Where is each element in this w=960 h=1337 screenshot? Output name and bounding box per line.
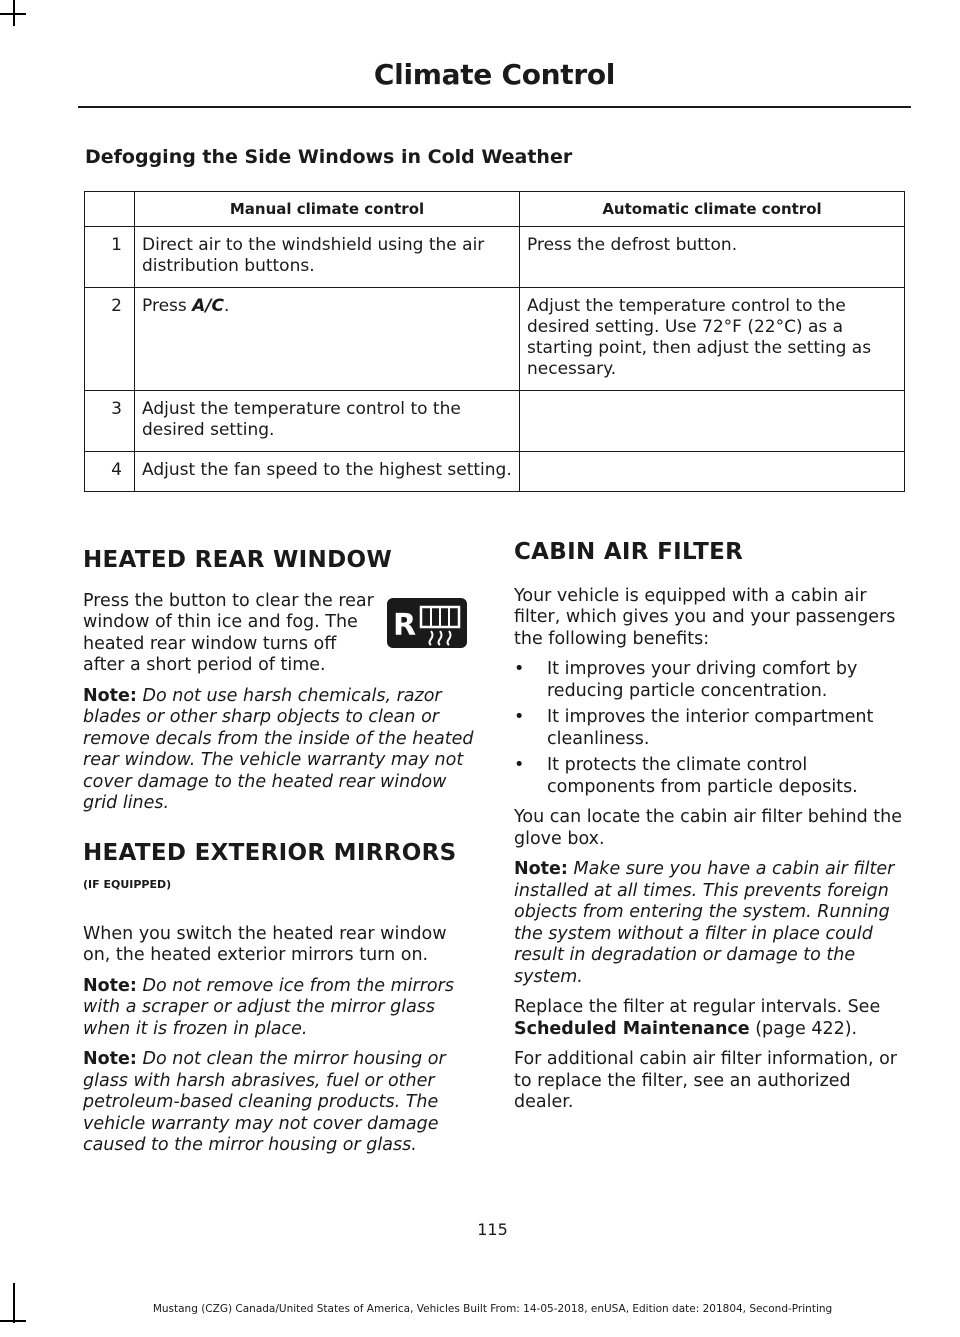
left-column — [83, 542, 475, 1166]
note-text: Make sure you have a cabin air filter installed at all times. This prevents foreign objects from entering the system. Running the system without a filter in place could result in degradation or damage to the system. — [514, 859, 895, 987]
section-title-defog: Defogging the Side Windows in Cold Weather — [85, 146, 573, 168]
step-number: 4 — [85, 452, 135, 492]
replace-text: Replace the filter at regular intervals. See — [514, 997, 881, 1017]
column-header — [85, 192, 135, 227]
automatic-step: Adjust the temperature control to the desired setting. Use 72°F (22°C) as a starting point, then adjust the setting as necessary. — [520, 288, 905, 391]
list-item-text: It improves the interior compartment cleanliness. — [547, 707, 874, 749]
manual-step: Direct air to the windshield using the air distribution buttons. — [135, 227, 520, 288]
table-row — [85, 288, 905, 391]
list-item-text: It protects the climate control components from particle deposits. — [547, 755, 858, 797]
column-header-manual: Manual climate control — [135, 192, 520, 227]
page-footer: Mustang (CZG) Canada/United States of America, Vehicles Built From: 14-05-2018, enUSA, Edition date: 201804, Second-Printing — [152, 1303, 833, 1315]
cabin-filter-locate: You can locate the cabin air filter behind the glove box. — [514, 807, 903, 849]
page-reference: (page 422). — [749, 1018, 858, 1039]
note-text: Do not use harsh chemicals, razor blades or other sharp objects to clean or remove decals from the inside of the heated rear window. The vehicle warranty may not cover damage to the heated rear window grid lines. — [83, 685, 474, 813]
cabin-filter-dealer: For additional cabin air filter information, or to replace the filter, see an authorized dealer. — [514, 1049, 897, 1112]
table-row — [85, 227, 905, 288]
note-label: Note: — [83, 685, 137, 706]
page-header — [78, 58, 911, 91]
automatic-step: Press the defrost button. — [520, 227, 905, 288]
crop-mark — [0, 13, 26, 15]
column-header-automatic: Automatic climate control — [520, 192, 905, 227]
ac-button-label: A/C — [192, 296, 224, 316]
section-title-cabin-air-filter: CABIN AIR FILTER — [514, 539, 744, 565]
step-number: 3 — [85, 391, 135, 452]
bullet-icon: • — [514, 659, 525, 679]
cabin-filter-replace — [514, 997, 909, 1040]
list-item — [514, 707, 909, 750]
bullet-icon: • — [514, 755, 525, 775]
page-title: Climate Control — [373, 58, 616, 91]
note-label: Note: — [83, 975, 137, 996]
crop-mark — [0, 1320, 26, 1322]
heated-mirrors-note-1 — [83, 976, 475, 1041]
heated-mirrors-note-2 — [83, 1049, 475, 1157]
cabin-filter-note — [514, 859, 909, 988]
manual-step: Adjust the temperature control to the desired setting. — [135, 391, 520, 452]
defog-table — [84, 191, 905, 492]
table-header-row — [85, 192, 905, 227]
header-divider — [78, 106, 911, 108]
heated-mirrors-body: When you switch the heated rear window on, the heated exterior mirrors turn on. — [83, 923, 447, 965]
table-row — [85, 391, 905, 452]
section-title-heated-rear-window: HEATED REAR WINDOW — [83, 547, 393, 573]
benefits-list — [514, 659, 909, 798]
note-text: Do not remove ice from the mirrors with a scraper or adjust the mirror glass when it is frozen in place. — [83, 975, 454, 1039]
manual-step — [135, 288, 520, 391]
manual-step-prefix: Press — [142, 296, 193, 316]
step-number: 1 — [85, 227, 135, 288]
heated-rear-window-note — [83, 686, 475, 815]
section-title-heated-mirrors: HEATED EXTERIOR MIRRORS — [83, 839, 457, 866]
if-equipped-label: (IF EQUIPPED) — [83, 878, 172, 891]
cabin-filter-intro: Your vehicle is equipped with a cabin air filter, which gives you and your passengers the following benefits: — [514, 585, 896, 649]
automatic-step — [520, 452, 905, 492]
bullet-icon: • — [514, 707, 525, 727]
note-label: Note: — [83, 1049, 137, 1069]
step-number: 2 — [85, 288, 135, 391]
list-item-text: It improves your driving comfort by reducing particle concentration. — [547, 659, 858, 701]
automatic-step — [520, 391, 905, 452]
note-text: Do not clean the mirror housing or glass with harsh abrasives, fuel or other petroleum-based cleaning products. The vehicle warranty may not cover damage caused to the mirror housing or glass. — [83, 1049, 446, 1155]
list-item — [514, 659, 909, 702]
rear-defrost-icon — [387, 598, 467, 648]
heated-rear-window-body: Press the button to clear the rear window of thin ice and fog. The heated rear window turns off after a short period of time. — [83, 590, 374, 675]
rear-defrost-letter: R — [393, 607, 417, 643]
manual-step: Adjust the fan speed to the highest setting. — [135, 452, 520, 492]
list-item — [514, 755, 909, 798]
table-row — [85, 452, 905, 492]
right-column — [514, 539, 909, 1123]
page-number: 115 — [477, 1220, 508, 1239]
scheduled-maintenance-link[interactable]: Scheduled Maintenance — [514, 1018, 750, 1039]
manual-step-suffix: . — [224, 296, 230, 316]
note-label: Note: — [514, 859, 568, 879]
